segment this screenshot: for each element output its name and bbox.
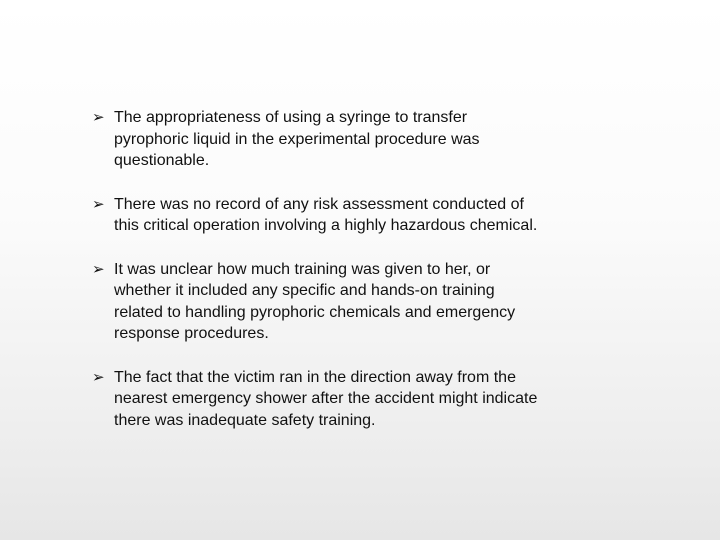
bullet-text: There was no record of any risk assessment conducted of this critical operation involving a highly hazardous chemical. bbox=[114, 195, 538, 234]
bullet-list bbox=[92, 107, 542, 453]
arrowhead-bullet-icon: ➢ bbox=[92, 260, 105, 278]
bullet-item bbox=[92, 259, 542, 345]
arrowhead-bullet-icon: ➢ bbox=[92, 109, 105, 126]
bullet-text: It was unclear how much training was given to her, or whether it included any specific and hands-on training related to handling pyrophoric chemicals and emergency response procedures. bbox=[114, 260, 516, 342]
arrowhead-bullet-icon: ➢ bbox=[92, 195, 105, 213]
bullet-text: The appropriateness of using a syringe to transfer pyrophoric liquid in the experimental procedure was questionable. bbox=[114, 109, 480, 169]
bullet-item bbox=[92, 107, 542, 172]
arrowhead-bullet-icon: ➢ bbox=[92, 368, 105, 386]
bullet-item bbox=[92, 194, 542, 237]
bullet-text: The fact that the victim ran in the direction away from the nearest emergency shower after the accident might indicate there was inadequate safety training. bbox=[114, 368, 538, 429]
bullet-item bbox=[92, 367, 542, 432]
